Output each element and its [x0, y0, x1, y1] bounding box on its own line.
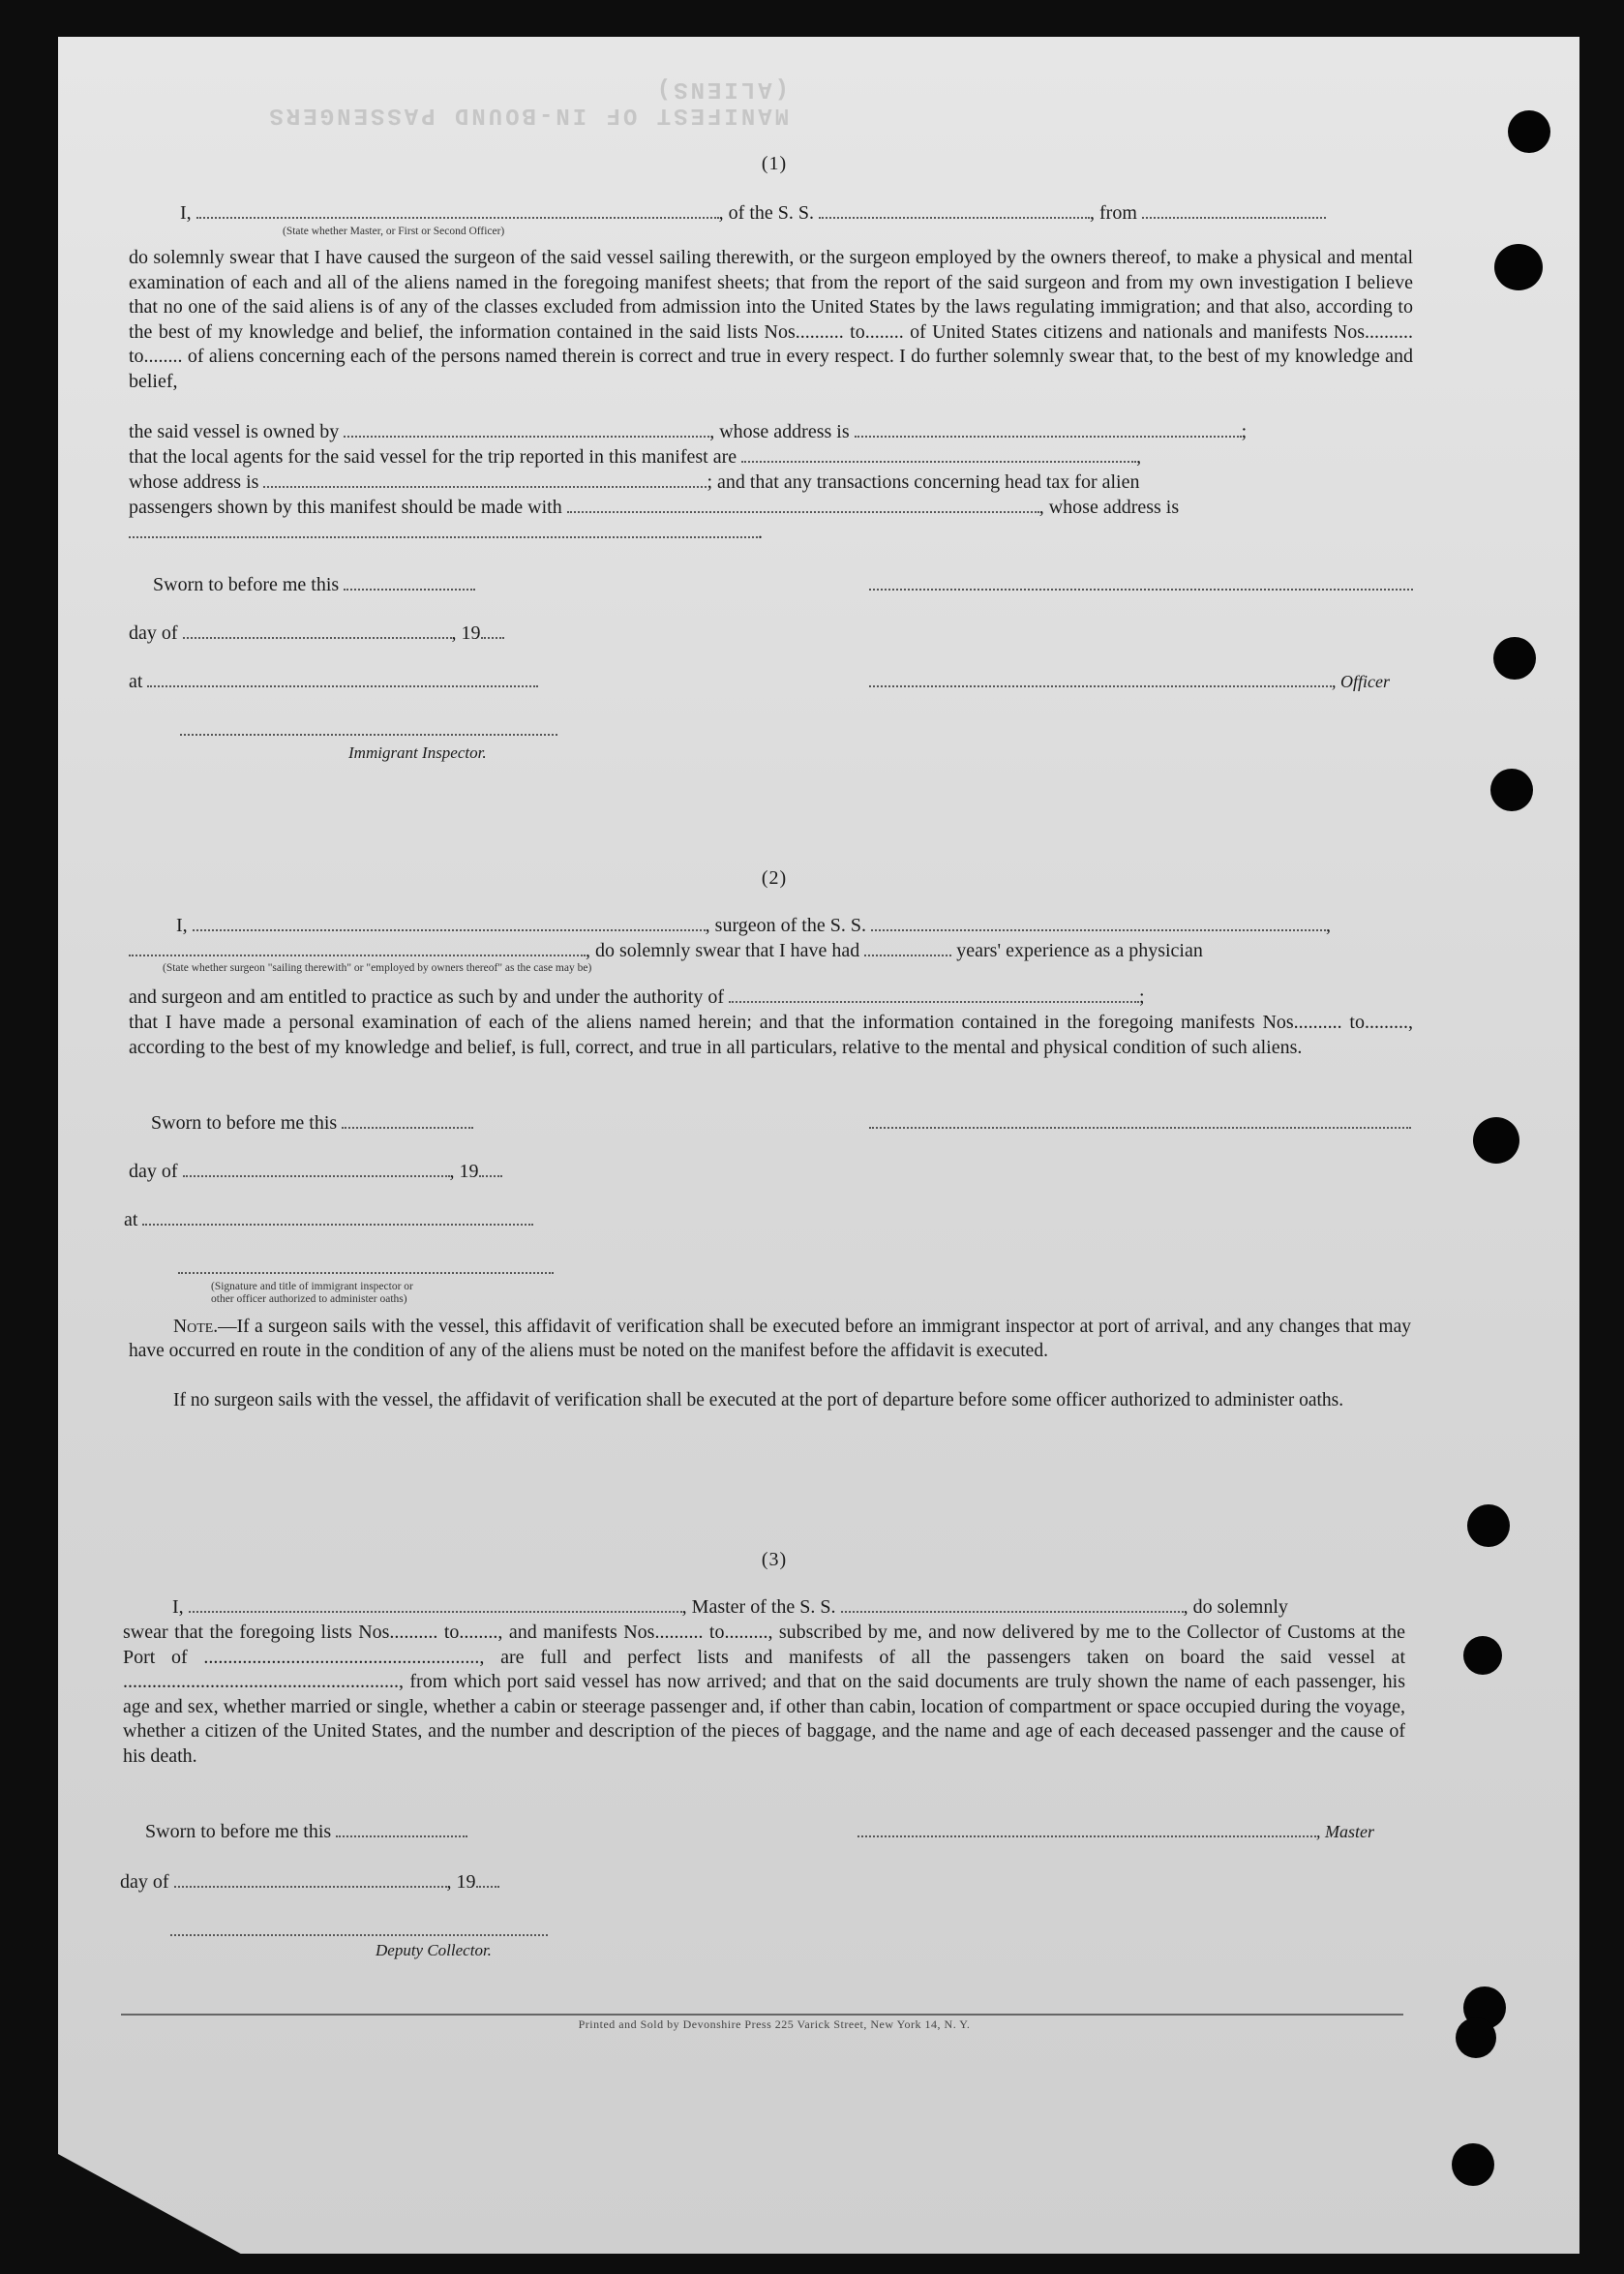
- note-label: Note.: [173, 1317, 219, 1337]
- section-2-number: (2): [761, 867, 788, 889]
- text: , Master: [1316, 1822, 1374, 1841]
- section-3-oath-text: swear that the foregoing lists Nos.......... to........, and manifests Nos.......... to........., subscribed by me, and now delivered by me to the Collector of Customs at the Port of ........................................................., are full and perfect lists and manifests of all the passengers taken on board the said vessel at ........................................................., from which port said vessel has now arrived; and that on the said documents are truly shown the name of each passenger, his age and sex, whether married or single, whether a cabin or steerage passenger and, if other than cabin, location of compartment or space occupied during the voyage, whether a citizen of the United States, and the number and description of the pieces of baggage, and the name and age of each deceased passenger and the cause of his death.: [123, 1622, 1405, 1767]
- signature-field: [170, 1919, 548, 1936]
- section-3-number: (3): [761, 1549, 788, 1570]
- blank-field: [741, 445, 1136, 463]
- blank-field: [841, 1595, 1184, 1613]
- blank-field: [147, 670, 538, 687]
- surgeon-note: [129, 1315, 1411, 1363]
- blank-field: [129, 521, 758, 538]
- text: ; and that any transactions concerning head tax for alien: [707, 471, 1140, 493]
- blank-field: [142, 1208, 533, 1226]
- inspector-signature-line-2: [178, 1257, 554, 1280]
- text: , whose address is: [1038, 497, 1180, 518]
- text: , Officer: [1332, 672, 1390, 691]
- text: years' experience as a physician: [956, 940, 1203, 961]
- text: , of the S. S.: [718, 202, 815, 224]
- officer-signature-line: [869, 573, 1413, 596]
- signature-field: [869, 670, 1332, 687]
- text: at: [129, 671, 143, 692]
- text: , 19: [451, 622, 481, 644]
- deputy-collector-label: Deputy Collector.: [376, 1941, 492, 1959]
- text: day of: [129, 1161, 178, 1182]
- printer-imprint: Printed and Sold by Devonshire Press 225 Varick Street, New York 14, N. Y.: [578, 2017, 971, 2031]
- text: , whose address is: [709, 421, 850, 442]
- text: ;: [1139, 986, 1145, 1008]
- text: Sworn to before me this: [145, 1821, 332, 1842]
- officer-line: [869, 670, 1390, 693]
- no-surgeon-note: [129, 1388, 1411, 1412]
- signature-caption-2: other officer authorized to administer oaths): [211, 1293, 407, 1305]
- text: I,: [176, 915, 188, 936]
- text: whose address is: [129, 471, 259, 493]
- sworn-line-1: [153, 573, 475, 596]
- final-address-line: [129, 521, 763, 544]
- binder-hole: [1494, 244, 1543, 290]
- text: , do solemnly: [1183, 1596, 1288, 1618]
- head-tax-line: [129, 496, 1179, 519]
- at-line-2: [124, 1208, 533, 1231]
- text: ,: [1325, 915, 1331, 936]
- blank-field: [819, 201, 1090, 219]
- blank-field: [344, 573, 475, 591]
- binder-hole: [1452, 2143, 1494, 2186]
- binder-hole: [1493, 637, 1536, 680]
- blank-field: [729, 985, 1139, 1003]
- officer-caption: (State whether Master, or First or Second Officer): [283, 226, 505, 237]
- local-agents-line: [129, 445, 1141, 469]
- binder-hole: [1463, 1636, 1502, 1675]
- text: and surgeon and am entitled to practice as such by and under the authority of: [129, 986, 724, 1008]
- signature-field: [869, 1111, 1411, 1129]
- text: passengers shown by this manifest should be made with: [129, 497, 562, 518]
- section-2-oath-text: that I have made a personal examination of each of the aliens named herein; and that the information contained in the foregoing manifests Nos.......... to........., according to the best of my knowledge and belief, is full, correct, and true in all particulars, relative to the mental and physical condition of such aliens.: [129, 1012, 1413, 1058]
- text: , 19: [446, 1871, 476, 1893]
- blank-field: [189, 1595, 682, 1613]
- text: at: [124, 1209, 138, 1230]
- day-of-line-1: [129, 622, 504, 645]
- section-1-number: (1): [761, 153, 788, 174]
- bleed-through-header: MANIFEST OF IN-BOUND PASSENGERS (ALIENS): [266, 76, 789, 128]
- signature-caption-1: (Signature and title of immigrant inspector or: [211, 1281, 413, 1292]
- blank-field: [342, 1111, 473, 1129]
- blank-field: [336, 1820, 467, 1837]
- blank-field: [479, 1160, 502, 1177]
- collector-signature-line: [170, 1919, 548, 1942]
- section-2-opening-line: [176, 914, 1331, 937]
- authority-line: [129, 985, 1145, 1009]
- text: I,: [172, 1596, 184, 1618]
- signature-field: [178, 1257, 554, 1274]
- section-2-experience-line: [129, 939, 1203, 962]
- footer-divider: [121, 2014, 1403, 2016]
- text: Sworn to before me this: [153, 574, 340, 595]
- blank-field: [183, 1160, 450, 1177]
- blank-field: [864, 939, 951, 956]
- section-3-opening-line: [172, 1595, 1288, 1619]
- blank-field: [567, 496, 1039, 513]
- text: , from: [1090, 202, 1137, 224]
- text: Sworn to before me this: [151, 1112, 338, 1134]
- blank-field: [174, 1870, 447, 1888]
- inspector-signature-line: [180, 718, 557, 742]
- signature-field: [857, 1820, 1316, 1837]
- day-of-line-2: [129, 1160, 502, 1183]
- section-1-opening-line: [180, 201, 1326, 225]
- blank-field: [344, 420, 709, 438]
- text: .: [758, 522, 763, 543]
- owned-by-line: [129, 420, 1247, 443]
- surgeon-caption: (State whether surgeon "sailing therewith" or "employed by owners thereof" as the case may be): [163, 962, 592, 974]
- immigrant-inspector-label: Immigrant Inspector.: [348, 743, 487, 762]
- sworn-line-3: [145, 1820, 467, 1843]
- text: the said vessel is owned by: [129, 421, 340, 442]
- binder-hole: [1473, 1117, 1519, 1164]
- blank-field: [129, 939, 586, 956]
- text: that the local agents for the said vessel for the trip reported in this manifest are: [129, 446, 737, 468]
- text: , do solemnly swear that I have had: [586, 940, 860, 961]
- signature-field: [180, 718, 557, 736]
- day-of-line-3: [120, 1870, 499, 1894]
- text: day of: [120, 1871, 169, 1893]
- at-line-1: [129, 670, 538, 693]
- blank-field: [193, 914, 706, 931]
- blank-field: [476, 1870, 499, 1888]
- section-1-oath-text: do solemnly swear that I have caused the surgeon of the said vessel sailing therewith, or the surgeon employed by the owners thereof, to make a physical and mental examination of each and all of the aliens named in the foregoing manifest sheets; that from the report of the said surgeon and from my own investigation I believe that no one of the said aliens is of any of the classes excluded from admission into the United States by the laws regulating immigration; and that also, according to the best of my knowledge and belief, the information contained in the said lists Nos.......... to........ of United States citizens and nationals and manifests Nos.......... to........ of aliens concerning each of the persons named therein is correct and true in every respect. I do further solemnly swear that, to the best of my knowledge and belief,: [129, 247, 1413, 392]
- text: I,: [180, 202, 192, 224]
- blank-field: [855, 420, 1242, 438]
- note-text: —If a surgeon sails with the vessel, this affidavit of verification shall be executed before an immigrant inspector at port of arrival, and any changes that may have occurred en route in the condition of any of the aliens must be noted on the manifest before the affidavit is executed.: [129, 1317, 1411, 1361]
- blank-field: [183, 622, 452, 639]
- blank-field: [481, 622, 504, 639]
- text: ,: [1136, 446, 1142, 468]
- blank-field: [1142, 201, 1326, 219]
- binder-hole: [1508, 110, 1550, 153]
- surgeon-signature-line: [869, 1111, 1411, 1135]
- signature-field: [869, 573, 1413, 591]
- text: , Master of the S. S.: [681, 1596, 836, 1618]
- text: , surgeon of the S. S.: [705, 915, 866, 936]
- agents-address-line: [129, 470, 1140, 494]
- binder-hole: [1467, 1504, 1510, 1547]
- note-text: If no surgeon sails with the vessel, the affidavit of verification shall be executed at the port of departure before some officer authorized to administer oaths.: [173, 1390, 1344, 1410]
- blank-field: [871, 914, 1326, 931]
- blank-field: [196, 201, 719, 219]
- text: day of: [129, 622, 178, 644]
- text: ;: [1241, 421, 1248, 442]
- binder-hole: [1490, 769, 1533, 811]
- blank-field: [263, 470, 707, 488]
- text: , 19: [449, 1161, 479, 1182]
- sworn-line-2: [151, 1111, 473, 1135]
- master-signature-line: [857, 1820, 1374, 1843]
